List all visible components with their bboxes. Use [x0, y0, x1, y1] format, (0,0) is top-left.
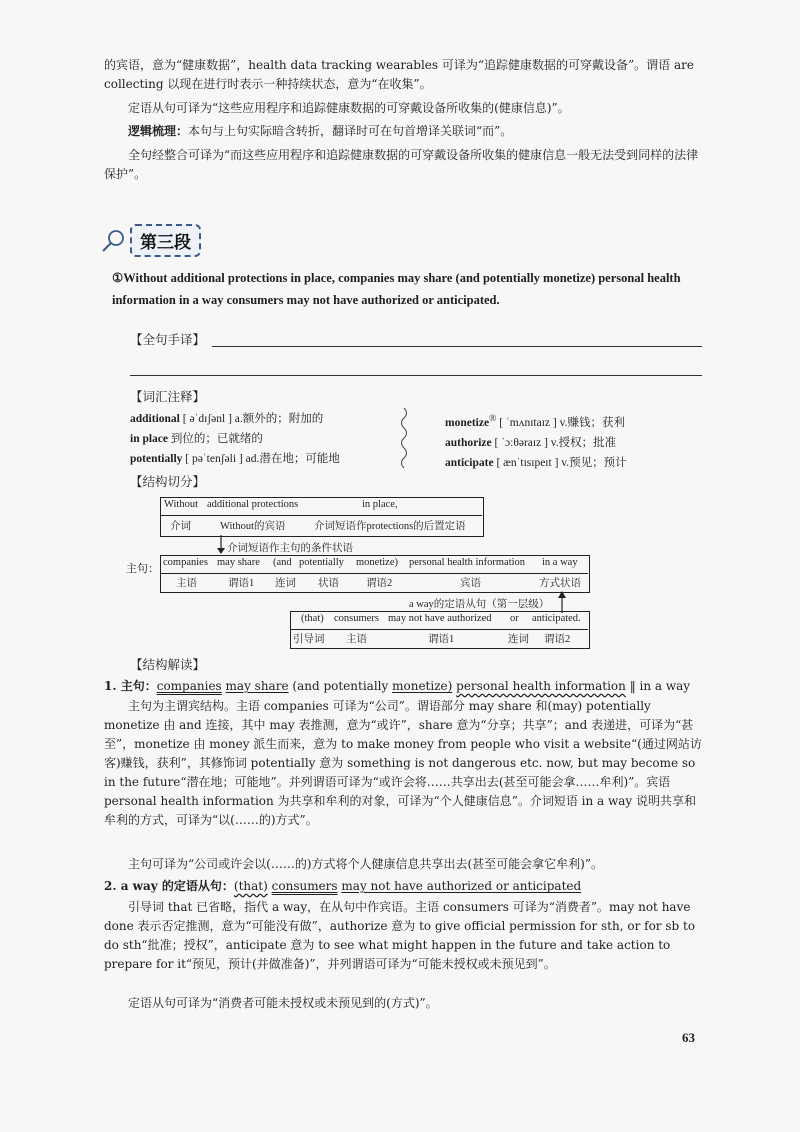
paragraph-relative-clause: 定语从句可译为“这些应用程序和追踪健康数据的可穿戴设备所收集的(健康信息)”。 [128, 101, 570, 115]
paragraph-continuation: 的宾语，意为“健康数据”，health data tracking wearables 可译为“追踪健康数据的可穿戴设备”。谓语 are collecting 以现在进行时表示一种持续状态，意为“在收集”。 [104, 58, 694, 91]
vocab-right [445, 409, 627, 473]
main-label: 状语 [318, 578, 339, 589]
sentence-text: Without additional protections in place, companies may share (and potentially monetize) personal health information in a way consumers may not have authorized or anticipated. [112, 271, 681, 307]
sub-word: anticipated. [532, 613, 581, 624]
magnifier-icon [100, 228, 128, 254]
structure-label: 【结构切分】 [130, 474, 206, 489]
main-word: may share [217, 557, 260, 568]
vocab-item: in place 到位的；已就绪的 [130, 433, 263, 445]
paragraph-logic [104, 122, 702, 141]
main-word: in a way [542, 557, 578, 568]
analysis-body-1: 主句为主谓宾结构。主语 companies 可译为“公司”。谓语部分 may share 和(may) potentially monetize 由 and 连接，其中 may 表推测，意为“或许”，share 意为“分享；共享”；and 表递进，可译为“甚至”，monetize 由 money 派生而来，意为 to make money from people who visit a website“(通过网站访客)赚钱，获利”，其修饰词 potentially 意为 something is not dangerous etc. now, but may become so in the future“潜在地；可能地”。并列谓语可译为“或许会将……共享出去(甚至可能会拿……牟利)”。宾语 personal health information 为共享和牟利的对象，可译为“个人健康信息”。介词短语 in a way 说明共享和牟利的方式，可译为“以(……的)方式”。 [104, 699, 702, 827]
section-header [100, 222, 220, 256]
analysis-body-1-summary: 主句可译为“公司或许会以(……的)方式将个人健康信息共享出去(甚至可能会拿它牟利)”。 [128, 857, 603, 871]
analysis-body-2-summary: 定语从句可译为“消费者可能未授权或未预见到的(方式)”。 [128, 996, 438, 1010]
analysis-label: 【结构解读】 [130, 657, 206, 672]
analysis-heading-1 [104, 677, 702, 696]
predicate-1: may share [225, 679, 289, 693]
top-label: 介词短语作protections的后置定语 [314, 521, 466, 532]
sub-word: (that) [301, 613, 324, 624]
sub-word: consumers [334, 613, 379, 624]
target-sentence [112, 267, 707, 311]
main-word: potentially [299, 557, 344, 568]
paragraph-full-translation: 全句经整合可译为“而这些应用程序和追踪健康数据的可穿戴设备所收集的健康信息一般无法受到同样的法律保护”。 [104, 148, 699, 181]
vocab-label: 【词汇注释】 [130, 389, 206, 404]
sub-box-divider [290, 629, 588, 630]
vocab-item: anticipate [ ænˈtɪsɪpeɪt ] v.预见；预计 [445, 456, 627, 469]
main-word: (and [273, 557, 292, 568]
sub-word: or [510, 613, 519, 624]
vocab-divider [398, 408, 410, 470]
subject: companies [156, 679, 222, 693]
subject: consumers [271, 879, 338, 893]
section-title: 第三段 [130, 224, 201, 257]
predicate-2: monetize) [392, 679, 453, 693]
main-label: 主语 [176, 578, 197, 589]
main-word: companies [163, 557, 208, 568]
predicate: may not have authorized or anticipated [341, 879, 582, 893]
translate-label: 【全句手译】 [130, 332, 206, 347]
top-label: 介词 [170, 521, 191, 532]
arrow-down-icon [216, 535, 226, 555]
vocab-item: additional [ əˈdɪʃənl ] a.额外的；附加的 [130, 413, 324, 425]
main-word: monetize) [356, 557, 398, 568]
object: personal health information [456, 679, 626, 693]
answer-line-1 [212, 346, 702, 347]
main-label: 宾语 [460, 578, 481, 589]
sub-label: 连词 [508, 634, 529, 645]
vocab-item: potentially [ pəˈtenʃəli ] ad.潜在地；可能地 [130, 453, 340, 465]
relative-pronoun: (that) [233, 879, 268, 893]
arrow-up-icon [557, 591, 567, 613]
logic-text: 本句与上句实际暗含转折，翻译时可在句首增译关联词“而”。 [188, 124, 513, 138]
sub-word: may not have authorized [388, 613, 492, 624]
main-word: personal health information [409, 557, 526, 568]
top-word: Without [164, 499, 198, 510]
main-box-divider [160, 573, 588, 574]
analysis-heading-2 [104, 877, 702, 896]
top-label: Without的宾语 [220, 521, 286, 532]
heading-label: 2. a way 的定语从句： [104, 879, 234, 893]
top-word: additional protections [207, 499, 299, 510]
arrow-label: 介词短语作主句的条件状语 [227, 543, 353, 554]
logic-label: 逻辑梳理： [128, 124, 189, 138]
main-label: 连词 [275, 578, 296, 589]
answer-line-2 [130, 375, 702, 376]
connector: (and potentially [292, 679, 389, 693]
main-label: 谓语1 [228, 578, 255, 589]
top-box-divider [160, 515, 482, 516]
main-label: 方式状语 [539, 578, 581, 589]
arrow-label: a way的定语从句（第一层级） [409, 599, 550, 610]
top-word: in place, [362, 499, 398, 510]
main-prefix: 主句： [126, 563, 159, 575]
vocab-item: monetize® [ ˈmʌnɪtaɪz ] v.赚钱；获利 [445, 413, 625, 429]
adverbial: ‖ in a way [629, 679, 691, 693]
analysis-body-2: 引导词 that 已省略，指代 a way，在从句中作宾语。主语 consumers 可译为“消费者”。may not have done 表示否定推测，意为“可能没有做”，authorize 意为 to give official permission for sth, or for sb to do sth“批准；授权”，anticipate 意为 to see what might happen in the future and take action to prepare for it“预见，预计(并做准备)”，并列谓语可译为“可能未授权或未预见到”。 [104, 900, 696, 971]
heading-label: 1. 主句： [104, 679, 157, 693]
main-label: 谓语2 [366, 578, 393, 589]
sub-label: 主语 [346, 634, 367, 645]
sub-label: 谓语1 [428, 634, 455, 645]
vocab-item: authorize [ ˈɔːθəraɪz ] v.授权；批准 [445, 436, 617, 449]
page-number: 63 [682, 1030, 695, 1045]
vocab-left [130, 409, 340, 469]
sub-label: 谓语2 [544, 634, 571, 645]
sentence-number: ① [112, 271, 124, 285]
sub-label: 引导词 [293, 634, 325, 645]
